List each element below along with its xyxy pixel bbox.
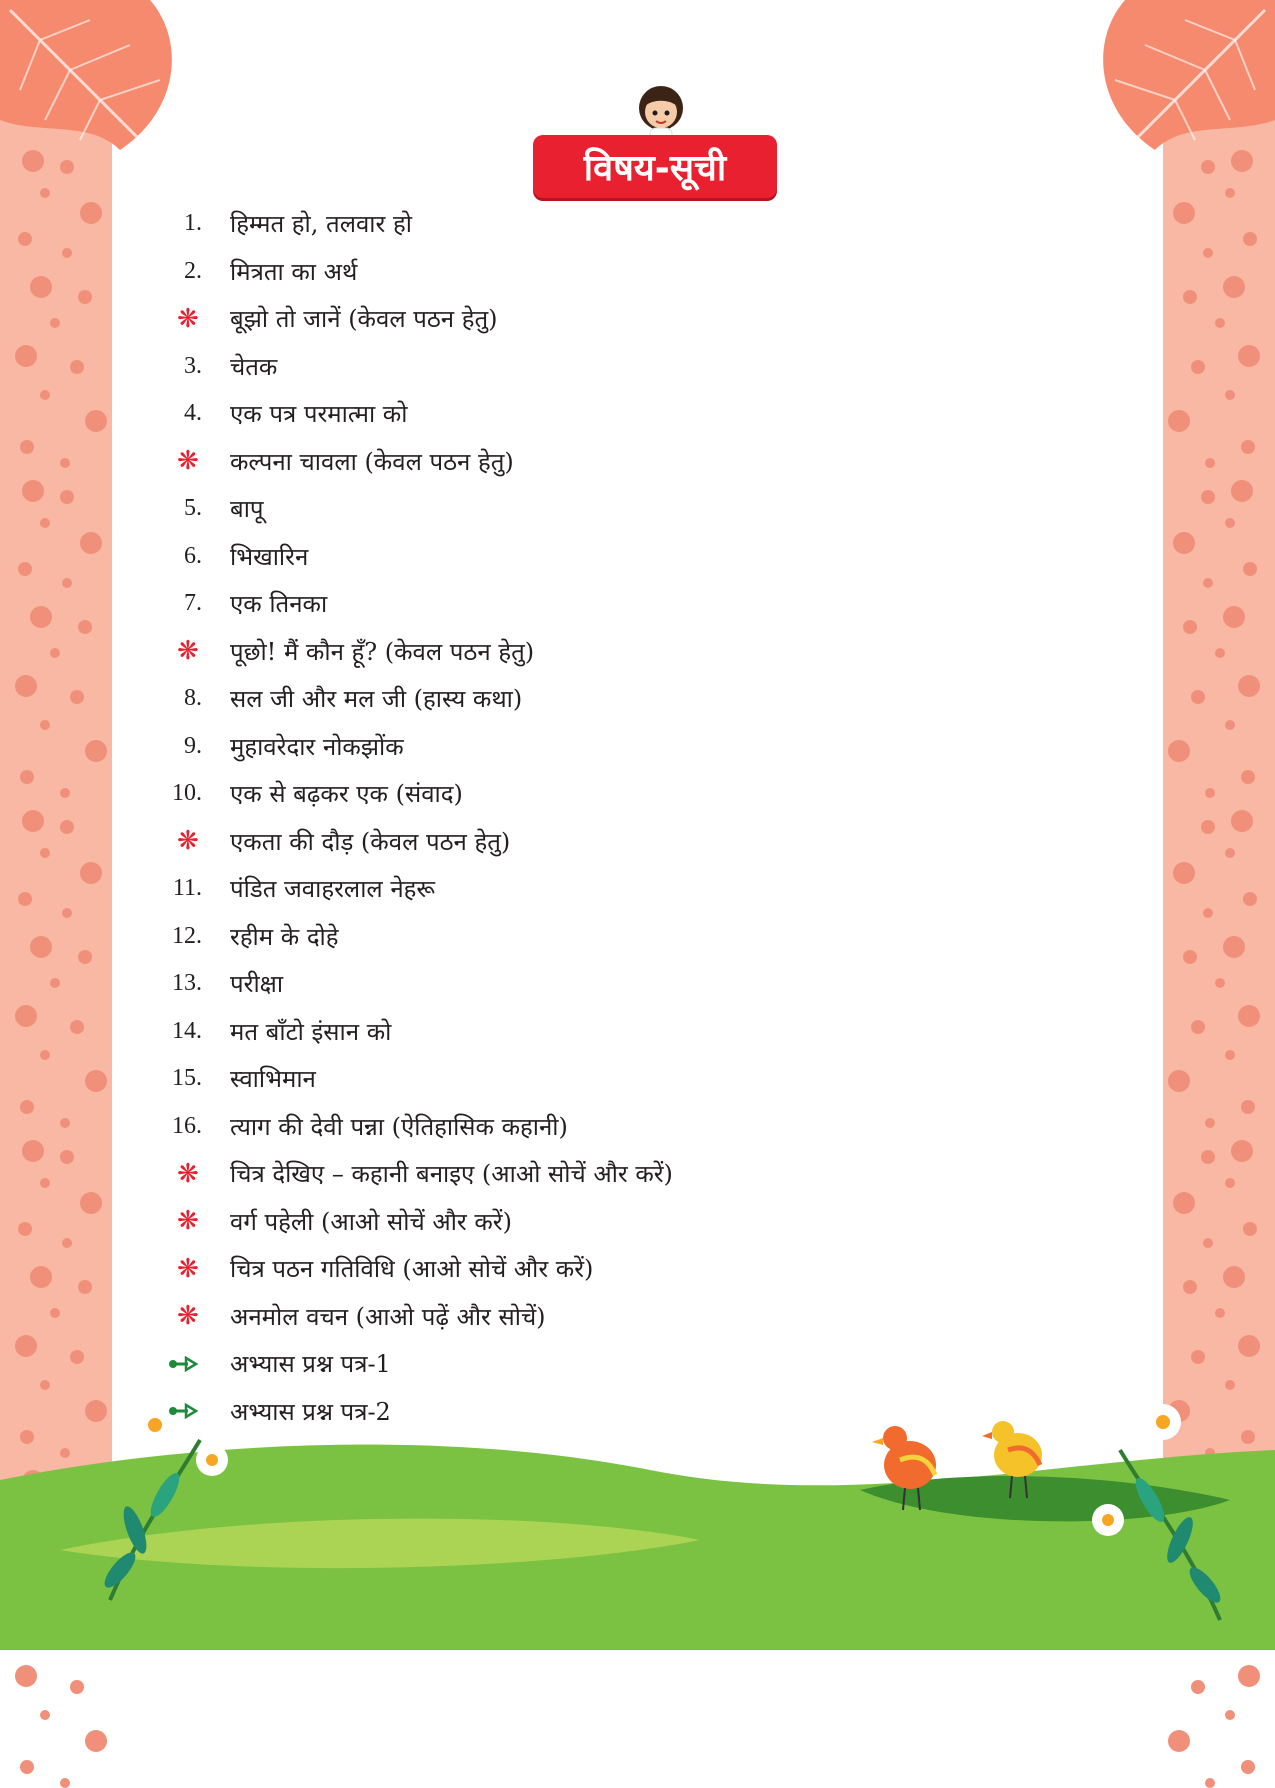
asterisk-icon: ❋ <box>177 1253 199 1284</box>
decorative-dot <box>1173 202 1195 224</box>
decorative-dot <box>1223 936 1245 958</box>
decorative-dot <box>1215 648 1225 658</box>
toc-item-title: एक से बढ़कर एक (संवाद) <box>230 780 463 809</box>
asterisk-icon: ❋ <box>177 303 199 334</box>
decorative-dot <box>1225 1380 1235 1390</box>
decorative-dot <box>60 490 74 504</box>
toc-row <box>160 1198 1060 1246</box>
toc-row <box>160 723 1060 771</box>
decorative-dot <box>1205 1778 1215 1788</box>
toc-item-title: भिखारिन <box>230 542 309 571</box>
toc-item-title: अभ्यास प्रश्न पत्र-2 <box>230 1397 391 1426</box>
decorative-dot <box>22 480 44 502</box>
decorative-dot <box>62 578 72 588</box>
decorative-dot <box>1205 1118 1215 1128</box>
decorative-dot <box>1191 360 1205 374</box>
decorative-dot <box>15 675 37 697</box>
decorative-dot <box>1203 908 1213 918</box>
toc-item-title: चित्र देखिए – कहानी बनाइए (आओ सोचें और करें) <box>230 1160 673 1189</box>
asterisk-icon: ❋ <box>177 446 199 477</box>
toc-number: 14. <box>172 1017 202 1044</box>
decorative-dot <box>15 1005 37 1027</box>
toc-row <box>160 343 1060 391</box>
decorative-dot <box>1173 1192 1195 1214</box>
decorative-dot <box>50 1308 60 1318</box>
toc-item-title: मत बाँटो इंसान को <box>230 1017 392 1046</box>
toc-row <box>160 533 1060 581</box>
decorative-dot <box>1225 188 1235 198</box>
decorative-dot <box>40 188 50 198</box>
toc-number: 15. <box>172 1065 202 1092</box>
decorative-dot <box>1225 848 1235 858</box>
toc-number: 11. <box>172 875 202 902</box>
decorative-dot <box>1223 276 1245 298</box>
decorative-dot <box>15 1665 37 1687</box>
decorative-dot <box>1238 1005 1260 1027</box>
decorative-dot <box>1191 690 1205 704</box>
decorative-dot <box>15 1335 37 1357</box>
toc-item-title: त्याग की देवी पन्ना (ऐतिहासिक कहानी) <box>230 1112 568 1141</box>
table-of-contents <box>160 200 1060 1435</box>
toc-row <box>160 390 1060 438</box>
decorative-dot <box>1243 1222 1257 1236</box>
decorative-dot <box>1201 490 1215 504</box>
decorative-dot <box>80 1192 102 1214</box>
toc-number: 13. <box>172 970 202 997</box>
decorative-dot <box>20 770 34 784</box>
decorative-dot <box>1238 345 1260 367</box>
toc-number: 6. <box>184 542 202 569</box>
decorative-dot <box>18 892 32 906</box>
toc-item-title: स्वाभिमान <box>230 1065 316 1094</box>
toc-number: 7. <box>184 590 202 617</box>
decorative-dot <box>50 318 60 328</box>
decorative-dot <box>18 562 32 576</box>
toc-item-title: पूछो! मैं कौन हूँ? (केवल पठन हेतु) <box>230 637 535 666</box>
decorative-dot <box>60 160 74 174</box>
decorative-dot <box>78 620 92 634</box>
asterisk-icon: ❋ <box>177 1158 199 1189</box>
toc-number: 9. <box>184 732 202 759</box>
toc-row <box>160 485 1060 533</box>
toc-row <box>160 580 1060 628</box>
decorative-dot <box>20 1100 34 1114</box>
decorative-dot <box>78 290 92 304</box>
toc-row <box>160 248 1060 296</box>
toc-number: 16. <box>172 1112 202 1139</box>
decorative-dot <box>1238 1335 1260 1357</box>
decorative-dot <box>1231 480 1253 502</box>
decorative-dot <box>1225 518 1235 528</box>
decorative-dot <box>62 248 72 258</box>
decorative-dot <box>1201 1150 1215 1164</box>
decorative-dot <box>1223 606 1245 628</box>
decorative-dot <box>1168 410 1190 432</box>
toc-item-title: चित्र पठन गतिविधि (आओ सोचें और करें) <box>230 1255 594 1284</box>
decorative-dot <box>1205 788 1215 798</box>
decorative-dot <box>1203 578 1213 588</box>
decorative-dot <box>1191 1350 1205 1364</box>
decorative-dot <box>1183 290 1197 304</box>
toc-item-title: मुहावरेदार नोकझोंक <box>230 732 404 761</box>
decorative-dot <box>1231 810 1253 832</box>
toc-row <box>160 1055 1060 1103</box>
decorative-dot <box>1183 620 1197 634</box>
decorative-dot <box>62 908 72 918</box>
decorative-dot <box>1201 820 1215 834</box>
decorative-dot <box>1168 1730 1190 1752</box>
decorative-dot <box>60 1118 70 1128</box>
decorative-dot <box>1243 892 1257 906</box>
asterisk-icon: ❋ <box>177 826 199 857</box>
decorative-dot <box>85 1730 107 1752</box>
decorative-dot <box>78 950 92 964</box>
decorative-dot <box>40 848 50 858</box>
decorative-dot <box>1203 1238 1213 1248</box>
toc-row <box>160 960 1060 1008</box>
toc-row <box>160 1008 1060 1056</box>
decorative-dot <box>78 1280 92 1294</box>
toc-number: 2. <box>184 257 202 284</box>
decorative-dot <box>50 648 60 658</box>
toc-item-title: पंडित जवाहरलाल नेहरू <box>230 875 436 904</box>
decorative-dot <box>1205 458 1215 468</box>
decorative-dot <box>40 1380 50 1390</box>
toc-item-title: मित्रता का अर्थ <box>230 257 358 286</box>
toc-row <box>160 438 1060 486</box>
decorative-dot <box>1168 740 1190 762</box>
decorative-dot <box>60 820 74 834</box>
decorative-dot <box>1241 1760 1255 1774</box>
toc-item-title: सल जी और मल जी (हास्य कथा) <box>230 685 523 714</box>
toc-item-title: परीक्षा <box>230 970 284 999</box>
decorative-dot <box>85 1070 107 1092</box>
decorative-dot <box>1238 1665 1260 1687</box>
decorative-dot <box>22 1140 44 1162</box>
toc-row <box>160 1293 1060 1341</box>
decorative-dot <box>1191 1680 1205 1694</box>
decorative-dot <box>40 1710 50 1720</box>
decorative-dot <box>1225 720 1235 730</box>
decorative-dot <box>18 232 32 246</box>
decorative-dot <box>62 1238 72 1248</box>
top-right-leaf-icon <box>1085 0 1275 160</box>
toc-number: 8. <box>184 685 202 712</box>
toc-item-title: एक पत्र परमात्मा को <box>230 400 408 429</box>
decorative-dot <box>1241 440 1255 454</box>
asterisk-icon: ❋ <box>177 1206 199 1237</box>
decorative-dot <box>22 810 44 832</box>
toc-row <box>160 1340 1060 1388</box>
decorative-dot <box>85 740 107 762</box>
decorative-dot <box>1243 232 1257 246</box>
toc-row <box>160 1245 1060 1293</box>
decorative-dot <box>1173 532 1195 554</box>
toc-number: 12. <box>172 922 202 949</box>
toc-item-title: बापू <box>230 495 264 524</box>
decorative-dot <box>15 345 37 367</box>
decorative-dot <box>1201 160 1215 174</box>
decorative-dot <box>20 440 34 454</box>
toc-item-title: एकता की दौड़ (केवल पठन हेतु) <box>230 827 511 856</box>
toc-number: 5. <box>184 495 202 522</box>
decorative-dot <box>1215 1308 1225 1318</box>
decorative-dot <box>70 1680 84 1694</box>
decorative-dot <box>80 202 102 224</box>
decorative-dot <box>1173 862 1195 884</box>
decorative-dot <box>60 458 70 468</box>
decorative-dot <box>1238 675 1260 697</box>
toc-item-title: हिम्मत हो, तलवार हो <box>230 210 412 239</box>
decorative-dot <box>40 1050 50 1060</box>
asterisk-icon: ❋ <box>177 636 199 667</box>
decorative-dot <box>1231 1140 1253 1162</box>
decorative-dot <box>70 1350 84 1364</box>
toc-item-title: अभ्यास प्रश्न पत्र-1 <box>230 1350 391 1379</box>
decorative-dot <box>1203 248 1213 258</box>
decorative-dot <box>70 360 84 374</box>
decorative-dot <box>30 936 52 958</box>
decorative-dot <box>70 1020 84 1034</box>
toc-row <box>160 818 1060 866</box>
toc-item-title: बूझो तो जानें (केवल पठन हेतु) <box>230 305 498 334</box>
toc-row <box>160 913 1060 961</box>
toc-number: 10. <box>172 780 202 807</box>
decorative-dot <box>40 1178 50 1188</box>
decorative-dot <box>60 788 70 798</box>
decorative-dot <box>1183 950 1197 964</box>
decorative-dot <box>70 690 84 704</box>
decorative-dot <box>1225 1050 1235 1060</box>
decorative-dot <box>60 1150 74 1164</box>
toc-item-title: रहीम के दोहे <box>230 922 339 951</box>
toc-row <box>160 770 1060 818</box>
toc-number: 4. <box>184 400 202 427</box>
decorative-dot <box>1225 1710 1235 1720</box>
decorative-dot <box>40 720 50 730</box>
toc-item-title: अनमोल वचन (आओ पढ़ें और सोचें) <box>230 1302 546 1331</box>
decorative-dot <box>40 518 50 528</box>
decorative-dot <box>60 1778 70 1788</box>
toc-row <box>160 865 1060 913</box>
toc-row <box>160 675 1060 723</box>
toc-row <box>160 1150 1060 1198</box>
toc-row <box>160 1103 1060 1151</box>
decorative-dot <box>80 862 102 884</box>
decorative-dot <box>40 390 50 400</box>
decorative-dot <box>1168 1070 1190 1092</box>
toc-number: 3. <box>184 352 202 379</box>
top-left-leaf-icon <box>0 0 190 160</box>
title-banner <box>533 135 777 198</box>
decorative-dot <box>85 410 107 432</box>
decorative-dot <box>1243 562 1257 576</box>
decorative-dot <box>1225 1178 1235 1188</box>
decorative-dot <box>1241 1100 1255 1114</box>
toc-item-title: कल्पना चावला (केवल पठन हेतु) <box>230 447 514 476</box>
toc-row <box>160 200 1060 248</box>
decorative-dot <box>1241 770 1255 784</box>
decorative-dot <box>1183 1280 1197 1294</box>
decorative-dot <box>1225 390 1235 400</box>
grass-ground <box>0 1400 1275 1650</box>
toc-row <box>160 628 1060 676</box>
decorative-dot <box>30 606 52 628</box>
decorative-dot <box>50 978 60 988</box>
decorative-dot <box>20 1760 34 1774</box>
decorative-dot <box>1223 1266 1245 1288</box>
decorative-dot <box>80 532 102 554</box>
toc-row <box>160 295 1060 343</box>
decorative-dot <box>30 1266 52 1288</box>
page-title: विषय-सूची <box>583 148 727 189</box>
toc-item-title: वर्ग पहेली (आओ सोचें और करें) <box>230 1207 512 1236</box>
asterisk-icon: ❋ <box>177 1301 199 1332</box>
green-arrow-icon <box>160 1350 230 1378</box>
decorative-dot <box>18 1222 32 1236</box>
decorative-dot <box>1215 318 1225 328</box>
decorative-dot <box>1191 1020 1205 1034</box>
toc-item-title: एक तिनका <box>230 590 328 619</box>
decorative-dot <box>30 276 52 298</box>
decorative-dot <box>1215 978 1225 988</box>
toc-item-title: चेतक <box>230 352 278 381</box>
toc-number: 1. <box>184 210 202 237</box>
